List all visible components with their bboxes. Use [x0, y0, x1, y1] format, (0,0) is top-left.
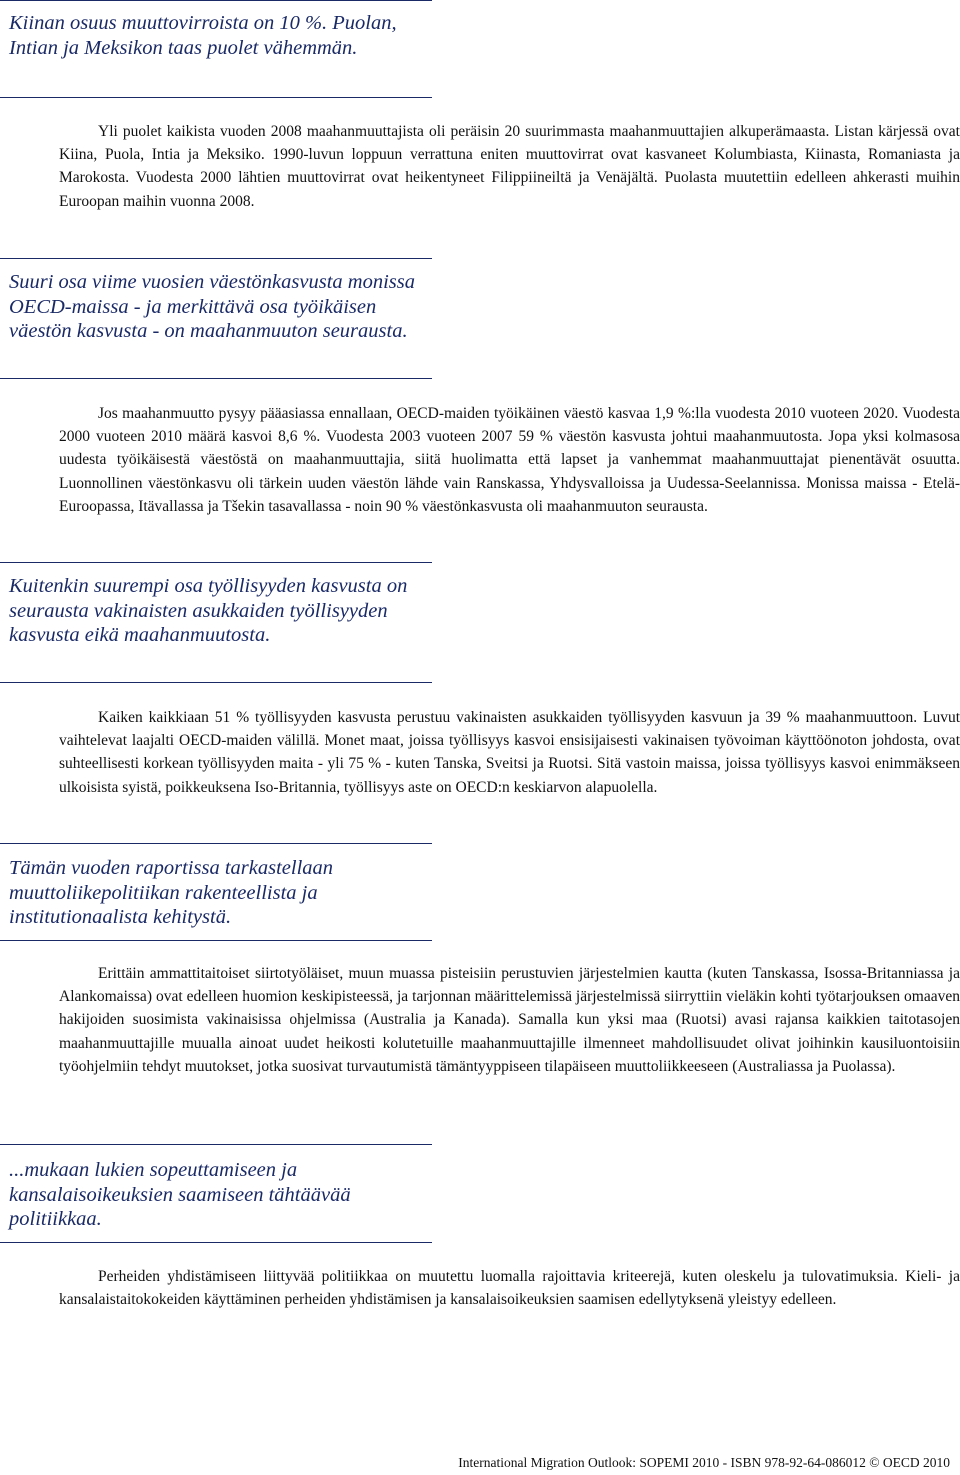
- section-4-top-rule: [0, 843, 432, 844]
- section-1-heading: Kiinan osuus muuttovirroista on 10 %. Puolan, Intian ja Meksikon taas puolet vähemmän.: [9, 12, 397, 59]
- section-3-heading: Kuitenkin suurempi osa työllisyyden kasvusta on seurausta vakinaisten asukkaiden työllisyyden kasvusta eikä maahanmuutosta.: [9, 575, 408, 647]
- section-2-heading: Suuri osa viime vuosien väestönkasvusta monissa OECD-maissa - ja merkittävä osa työikäisen väestön kasvusta - on maahanmuuton seurausta.: [9, 271, 415, 343]
- section-3-paragraph: Kaiken kaikkiaan 51 % työllisyyden kasvusta perustuu vakinaisten asukkaiden työllisyyden kasvuun ja 39 % maahanmuuttoon. Luvut vaihtelevat laajalti OECD-maiden välillä. Monet maat, joissa työllisyys kasvoi ensisijaisesti vakinaisen työvoiman käyttöönoton johdosta, ovat suhteellisesti korkean työllisyyden maita - yli 75 % - kuten Tanska, Sveitsi ja Ruotsi. Sitä vastoin maissa, joissa työllisyys kasvoi enimmäkseen ulkoisista syistä, poikkeuksena Iso-Britannia, työllisyys aste on OECD:n keskiarvon alapuolella.: [59, 709, 960, 796]
- section-3-bottom-rule: [0, 682, 432, 683]
- section-2-paragraph: Jos maahanmuutto pysyy pääasiassa ennallaan, OECD-maiden työikäinen väestö kasvaa 1,9 %:lla vuodesta 2010 vuoteen 2020. Vuodesta 2000 vuoteen 2010 määrä kasvoi 8,6 %. Vuodesta 2003 vuoteen 2007 59 % väestön kasvusta johtui maahanmuutosta. Jopa yksi kolmasosa uudesta työikäisestä väestöstä on maahanmuuttajia, siitä huolimatta että lapset ja vanhemmat maahanmuuttajat pienentävät osuutta. Luonnollinen väestönkasvu oli tärkein uuden väestön lähde vain Ranskassa, Yhdysvalloissa ja Uudessa-Seelannissa. Monissa maissa - Etelä-Euroopassa, Itävallassa ja Tšekin tasavallassa - noin 90 % väestönkasvusta oli maahanmuuton seurausta.: [59, 405, 960, 515]
- section-4-heading: Tämän vuoden raportissa tarkastellaan muuttoliikepolitiikan rakenteellista ja institutionaalista kehitystä.: [9, 857, 334, 929]
- section-2-bottom-rule: [0, 378, 432, 379]
- section-3-top-rule: [0, 562, 432, 563]
- section-1-top-rule: [0, 0, 432, 1]
- section-4-bottom-rule: [0, 940, 432, 941]
- section-1-paragraph: Yli puolet kaikista vuoden 2008 maahanmuuttajista oli peräisin 20 suurimmasta maahanmuuttajien alkuperämaasta. Listan kärjessä ovat Kiina, Puola, Intia ja Meksiko. 1990-luvun loppuun verrattuna eniten muuttovirrat ovat kasvaneet Kolumbiasta, Kiinasta, Romaniasta ja Marokosta. Vuodesta 2000 lähtien muuttovirrat ovat heikentyneet Filippiineiltä ja Venäjältä. Puolasta muutettiin edelleen ahkerasti muihin Euroopan maihin vuonna 2008.: [59, 123, 960, 210]
- section-5-paragraph: Perheiden yhdistämiseen liittyvää politiikkaa on muutettu luomalla rajoittavia kriteerejä, kuten oleskelu ja tulovatimuksia. Kieli- ja kansalaistaitokokeiden käyttäminen perheiden yhdistämisen ja kansalaisoikeuksien saamisen edellytyksenä yleistyy edelleen.: [59, 1268, 960, 1309]
- section-1-bottom-rule: [0, 97, 432, 98]
- section-2-top-rule: [0, 258, 432, 259]
- section-5-bottom-rule: [0, 1242, 432, 1243]
- footer-citation: International Migration Outlook: SOPEMI 2010 - ISBN 978-92-64-086012 © OECD 2010: [458, 1455, 950, 1470]
- section-5-top-rule: [0, 1144, 432, 1145]
- section-5-heading: ...mukaan lukien sopeuttamiseen ja kansalaisoikeuksien saamiseen tähtäävää politiikkaa.: [9, 1159, 351, 1231]
- section-4-paragraph: Erittäin ammattitaitoiset siirtotyöläiset, muun muassa pisteisiin perustuvien järjestelmien kautta (kuten Tanskassa, Isossa-Britanniassa ja Alankomaissa) ovat edelleen huomion keskipisteessä, ja tarjonnan määrittelemissä järjestelmissä siirryttiin vieläkin kohti työtarjouksen omaaven hakijoiden suosimista vakinaisissa ohjelmissa (Australia ja Kanada). Samalla kun yksi maa (Ruotsi) avasi rajansa kaikkien taitotasojen maahanmuuttajille muualla ainoat uudet heikosti kolutetuille maahanmuuttajille ilmenneet mahdollisuudet olivat joihinkin kausiluontoisiin työohjelmiin tehdyt muutokset, jotka suosivat turvautumistä tämäntyyppiseen tilapäiseen muuttoliikkeeseen (Australiassa ja Puolassa).: [59, 965, 960, 1075]
